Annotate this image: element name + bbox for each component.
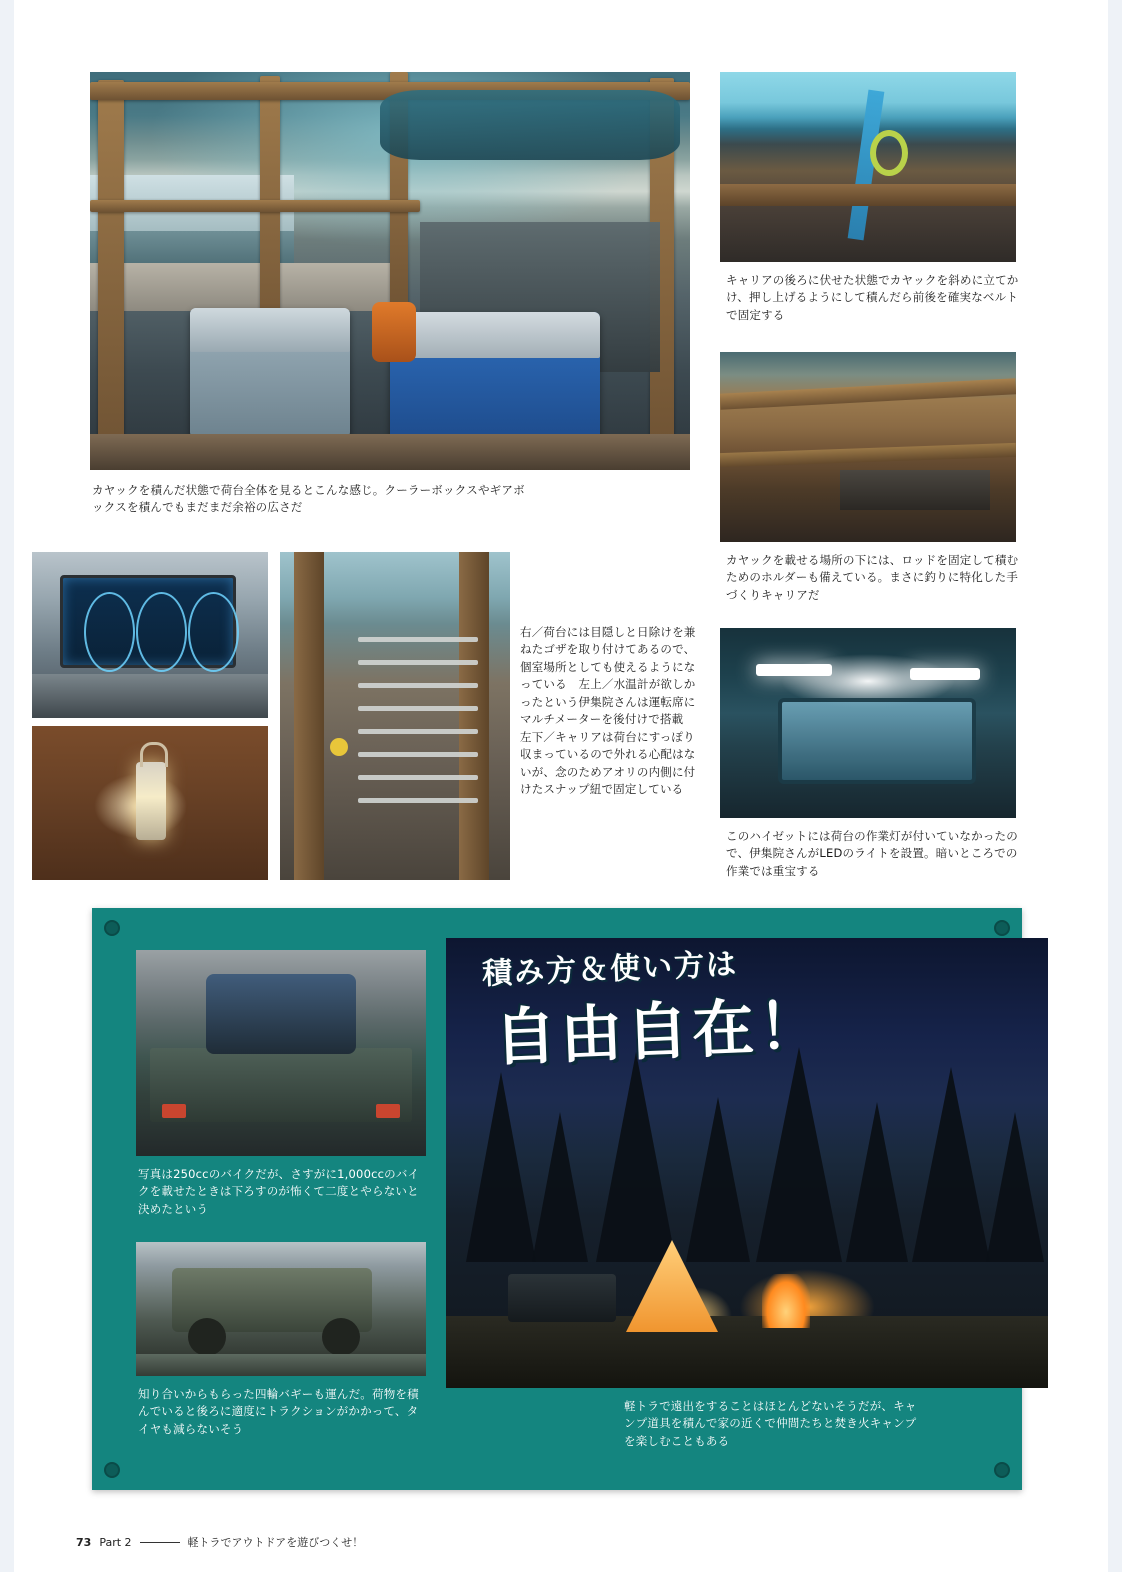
caption-led-light: このハイゼットには荷台の作業灯が付いていなかったので、伊集院さんがLEDのライトを設置。暗いところでの作業では重宝する	[726, 829, 1018, 878]
photo-detail-goza-slat	[358, 775, 478, 780]
caption-bike-load: 写真は250ccのバイクだが、さすがに1,000ccのバイクを載せたときは下ろすのが怖くて二度とやらないと決めたという	[138, 1167, 420, 1216]
photo-detail-tree	[686, 1097, 750, 1262]
photo-detail-tail-light	[376, 1104, 400, 1118]
photo-detail-ground	[446, 1316, 1048, 1388]
footer-title: 軽トラでアウトドアを遊びつくせ！	[187, 1536, 364, 1549]
grommet-icon	[994, 1462, 1010, 1478]
photo-detail-rail	[720, 378, 1016, 409]
photo-detail-lantern-body	[136, 762, 166, 840]
photo-detail-meter-dial	[84, 592, 135, 672]
photo-detail-tree	[756, 1047, 842, 1262]
photo-detail-dashboard	[32, 674, 268, 718]
caption-buggy-load: 知り合いからもらった四輪バギーも運んだ。荷物を積んでいると後ろに適度にトラクションがかかって、タイヤも減らないそう	[138, 1387, 419, 1436]
photo-detail-bed-rail	[136, 1354, 426, 1376]
photo-detail-beam	[90, 200, 420, 212]
caption-kayak-load: キャリアの後ろに伏せた状態でカヤックを斜めに立てかけ、押し上げるようにして積んだら前後を確実なベルトで固定する	[726, 273, 1019, 322]
footer-divider	[140, 1542, 180, 1543]
photo-detail-campfire	[762, 1274, 810, 1328]
photo-detail-truck-bed	[150, 1048, 412, 1122]
photo-detail-cooler-lid	[390, 312, 600, 358]
photo-detail-motorcycle	[206, 974, 356, 1054]
grommet-icon	[104, 920, 120, 936]
photo-detail-carabiner	[870, 130, 908, 176]
photo-detail-cab-window	[778, 698, 976, 784]
photo-rod-holder	[720, 352, 1016, 542]
caption-main-bed: カヤックを積んだ状態で荷台全体を見るとこんな感じ。クーラーボックスやギアボックスを積んでもまだまだ余裕の広さだ	[92, 483, 525, 515]
photo-detail-seawall	[90, 263, 402, 311]
photo-detail-cooler-blue	[390, 312, 600, 447]
photo-detail-tree	[846, 1102, 908, 1262]
caption-rod-holder: カヤックを載せる場所の下には、ロッドを固定して積むためのホルダーも備えている。まさに釣りに特化した手づくりキャリアだ	[726, 553, 1019, 602]
photo-ladder-goza	[280, 552, 510, 880]
photo-detail-bed-floor	[90, 434, 690, 470]
photo-detail-goza-slat	[358, 729, 478, 734]
footer-part: Part 2	[99, 1535, 132, 1549]
photo-detail-goza-slat	[358, 683, 478, 688]
photo-bike-load	[136, 950, 426, 1156]
banner-subtitle: 積み方＆使い方は	[481, 947, 739, 992]
photo-detail-meter-dial	[188, 592, 239, 672]
photo-detail-cooler-lid	[190, 308, 350, 352]
photo-detail-tree	[986, 1112, 1044, 1262]
caption-campfire: 軽トラで遠出をすることはほとんどないそうだが、キャンプ道具を積んで家の近くで仲間たちと焚き火キャンプを楽しむこともある	[624, 1399, 917, 1448]
photo-detail-goza-slat	[358, 706, 478, 711]
photo-lantern	[32, 726, 268, 880]
photo-detail-post	[294, 552, 324, 880]
photo-multimeter	[32, 552, 268, 718]
photo-detail-tree	[532, 1112, 588, 1262]
photo-detail-buggy-wheel	[188, 1318, 226, 1356]
grommet-icon	[104, 1462, 120, 1478]
photo-detail-goza-slat	[358, 637, 478, 642]
photo-detail-beam	[98, 80, 124, 464]
photo-detail-cooler-grey	[190, 308, 350, 438]
photo-detail-buggy-wheel	[322, 1318, 360, 1356]
photo-detail-truck	[508, 1274, 616, 1322]
photo-detail-tree	[912, 1067, 990, 1262]
photo-detail-goza-slat	[358, 752, 478, 757]
caption-center-block: 右／荷台には目隠しと日除けを兼ねたゴザを取り付けてあるので、個室場所としても使えるようになっている 左上／水温計が欲しかったという伊集院さんは運転席にマルチメーターを後付けで搭載 左下／キャリアは荷台にすっぽり収まっているので外れる心配はないが、念のためアオリの内側に付けたスナップ紐で固定している	[520, 625, 696, 797]
photo-main-bed	[90, 72, 690, 470]
photo-detail-orange-bag	[372, 302, 416, 362]
photo-detail-goza-slat	[358, 660, 478, 665]
banner-title: 自由自在！	[492, 988, 826, 1075]
photo-detail-rail	[720, 443, 1016, 467]
photo-detail-tail-light	[162, 1104, 186, 1118]
page-number: 73	[76, 1535, 92, 1549]
photo-detail-lantern-handle	[140, 742, 168, 767]
photo-detail-led-bar	[910, 668, 980, 680]
photo-detail-crossbeam	[720, 184, 1016, 206]
photo-detail-led-bar	[756, 664, 832, 676]
photo-led-light	[720, 628, 1016, 818]
photo-detail-tree	[596, 1052, 676, 1262]
magazine-page	[14, 0, 1108, 1572]
photo-detail-kayak-hull	[380, 90, 680, 160]
photo-detail-snap-cord	[330, 738, 348, 756]
photo-kayak-load	[720, 72, 1016, 262]
photo-detail-goza-slat	[358, 798, 478, 803]
grommet-icon	[994, 920, 1010, 936]
photo-buggy-load	[136, 1242, 426, 1376]
photo-detail-rod-holder	[840, 470, 990, 510]
page-footer	[76, 1534, 363, 1550]
photo-detail-tree	[466, 1072, 536, 1262]
photo-detail-post	[459, 552, 489, 880]
photo-detail-meter-dial	[136, 592, 187, 672]
photo-campfire	[446, 938, 1048, 1388]
